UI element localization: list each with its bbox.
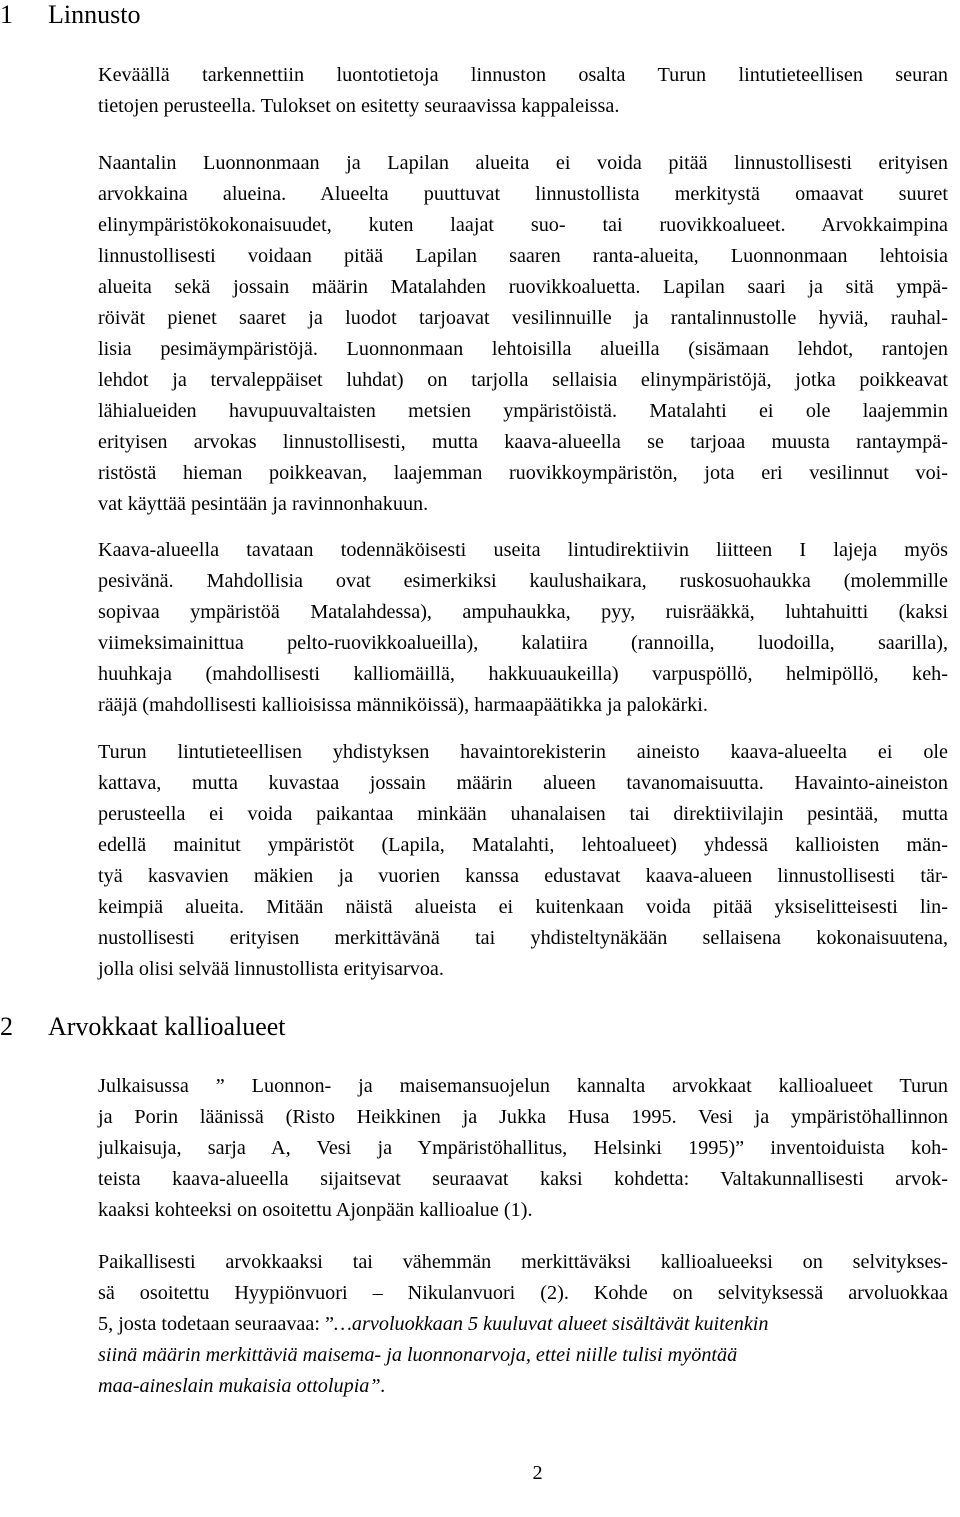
text-line: kaaksi kohteeksi on osoitettu Ajonpään kallioalue (1).	[98, 1199, 533, 1221]
text-line: erityisen arvokas linnustollisesti, mutta kaava-alueella se tarjoaa muusta rantaympä-	[98, 431, 948, 453]
text-line: Kaava-alueella tavataan todennäköisesti useita lintudirektiivin liitteen I lajeja myös	[98, 539, 948, 561]
text-line: Paikallisesti arvokkaaksi tai vähemmän merkittäväksi kallioalueeksi on selvitykses-	[98, 1251, 948, 1273]
text-line: julkaisuja, sarja A, Vesi ja Ympäristöhallitus, Helsinki 1995)” inventoiduista koh-	[98, 1137, 948, 1159]
text-line: Turun lintutieteellisen yhdistyksen havaintorekisterin aineisto kaava-alueelta ei ole	[98, 741, 948, 763]
quote-intro: 5, josta todetaan seuraavaa: ”	[98, 1313, 334, 1335]
text-line: röivät pienet saaret ja luodot tarjoavat vesilinnuille ja rantalinnustolle hyviä, rauhal-	[98, 307, 948, 329]
text-line: elinympäristökokonaisuudet, kuten laajat suo- tai ruovikkoalueet. Arvokkaimpina	[98, 214, 948, 236]
text-line: alueita sekä jossain määrin Matalahden ruovikkoaluetta. Lapilan saari ja sitä ympä-	[98, 276, 948, 298]
paragraph	[98, 737, 948, 985]
text-line: arvokkaina alueina. Alueelta puuttuvat linnustollista merkitystä omaavat suuret	[98, 183, 948, 205]
text-line: sopivaa ympäristöä Matalahdessa), ampuhaukka, pyy, ruisrääkkä, luhtahuitti (kaksi	[98, 601, 948, 623]
text-line: linnustollisesti voidaan pitää Lapilan saaren ranta-alueita, Luonnonmaan lehtoisia	[98, 245, 948, 267]
text-line: tyä kasvavien mäkien ja vuorien kanssa edustavat kaava-alueen linnustollisesti tär-	[98, 865, 948, 887]
text-line: vat käyttää pesintään ja ravinnonhakuun.	[98, 493, 429, 515]
paragraph	[98, 1247, 948, 1402]
section-number: 2	[0, 1012, 13, 1041]
text-line: kattava, mutta kuvastaa jossain määrin alueen tavanomaisuutta. Havainto-aineiston	[98, 772, 948, 794]
text-line: tietojen perusteella. Tulokset on esitetty seuraavissa kappaleissa.	[98, 95, 620, 117]
text-line: Julkaisussa ” Luonnon- ja maisemansuojelun kannalta arvokkaat kallioalueet Turun	[98, 1075, 948, 1097]
text-line: teista kaava-alueella sijaitsevat seuraavat kaksi kohdetta: Valtakunnallisesti arvok-	[98, 1168, 948, 1190]
section-number: 1	[0, 0, 13, 29]
text-line: lehdot ja tervaleppäiset luhdat) on tarjolla sellaisia elinympäristöjä, jotka poikkeavat	[98, 369, 948, 391]
text-line: Naantalin Luonnonmaan ja Lapilan alueita ei voida pitää linnustollisesti erityisen	[98, 152, 948, 174]
text-line: lisia pesimäympäristöjä. Luonnonmaan lehtoisilla alueilla (sisämaan lehdot, rantojen	[98, 338, 948, 360]
section-heading-linnusto	[0, 0, 140, 30]
text-line: ristöstä hieman poikkeavan, laajemman ruovikkoympäristön, jota eri vesilinnut voi-	[98, 462, 948, 484]
text-line: viimeksimainittua pelto-ruovikkoalueilla), kalatiira (rannoilla, luodoilla, saarilla),	[98, 632, 948, 654]
text-line: huuhkaja (mahdollisesti kalliomäillä, hakkuuaukeilla) varpuspöllö, helmipöllö, keh-	[98, 663, 948, 685]
paragraph	[98, 60, 948, 122]
text-line: ja Porin läänissä (Risto Heikkinen ja Jukka Husa 1995. Vesi ja ympäristöhallinnon	[98, 1106, 948, 1128]
section-heading-arvokkaat-kallioalueet	[0, 1012, 286, 1042]
text-line: lähialueiden havupuuvaltaisten metsien ympäristöistä. Matalahti ei ole laajemmin	[98, 400, 948, 422]
text-line: edellä mainitut ympäristöt (Lapila, Matalahti, lehtoalueet) yhdessä kallioisten män-	[98, 834, 948, 856]
page-number: 2	[532, 1462, 543, 1484]
paragraph	[98, 148, 948, 520]
text-line	[98, 1309, 948, 1340]
text-line: Keväällä tarkennettiin luontotietoja linnuston osalta Turun lintutieteellisen seuran	[98, 64, 948, 86]
text-line: keimpiä alueita. Mitään näistä alueista ei kuitenkaan voida pitää yksiselitteisesti lin-	[98, 896, 948, 918]
text-line: sä osoitettu Hyypiönvuori – Nikulanvuori (2). Kohde on selvityksessä arvoluokkaa	[98, 1282, 948, 1304]
paragraph	[98, 535, 948, 721]
quote-text: …arvoluokkaan 5 kuuluvat alueet sisältävät kuitenkin	[333, 1313, 769, 1335]
section-title: Arvokkaat kallioalueet	[48, 1012, 286, 1041]
quote-line: siinä määrin merkittäviä maisema- ja luonnonarvoja, ettei niille tulisi myöntää	[98, 1344, 738, 1366]
quote-line: maa-aineslain mukaisia ottolupia”.	[98, 1375, 386, 1397]
text-line: pesivänä. Mahdollisia ovat esimerkiksi kaulushaikara, ruskosuohaukka (molemmille	[98, 570, 948, 592]
text-line: perusteella ei voida paikantaa minkään uhanalaisen tai direktiivilajin pesintää, mutta	[98, 803, 948, 825]
text-line: rääjä (mahdollisesti kallioisissa männiköissä), harmaapäätikka ja palokärki.	[98, 694, 708, 716]
text-line: jolla olisi selvää linnustollista erityisarvoa.	[98, 958, 444, 980]
text-line: nustollisesti erityisen merkittävänä tai yhdisteltynäkään sellaisena kokonaisuutena,	[98, 927, 948, 949]
paragraph	[98, 1071, 948, 1226]
section-title: Linnusto	[48, 0, 141, 29]
